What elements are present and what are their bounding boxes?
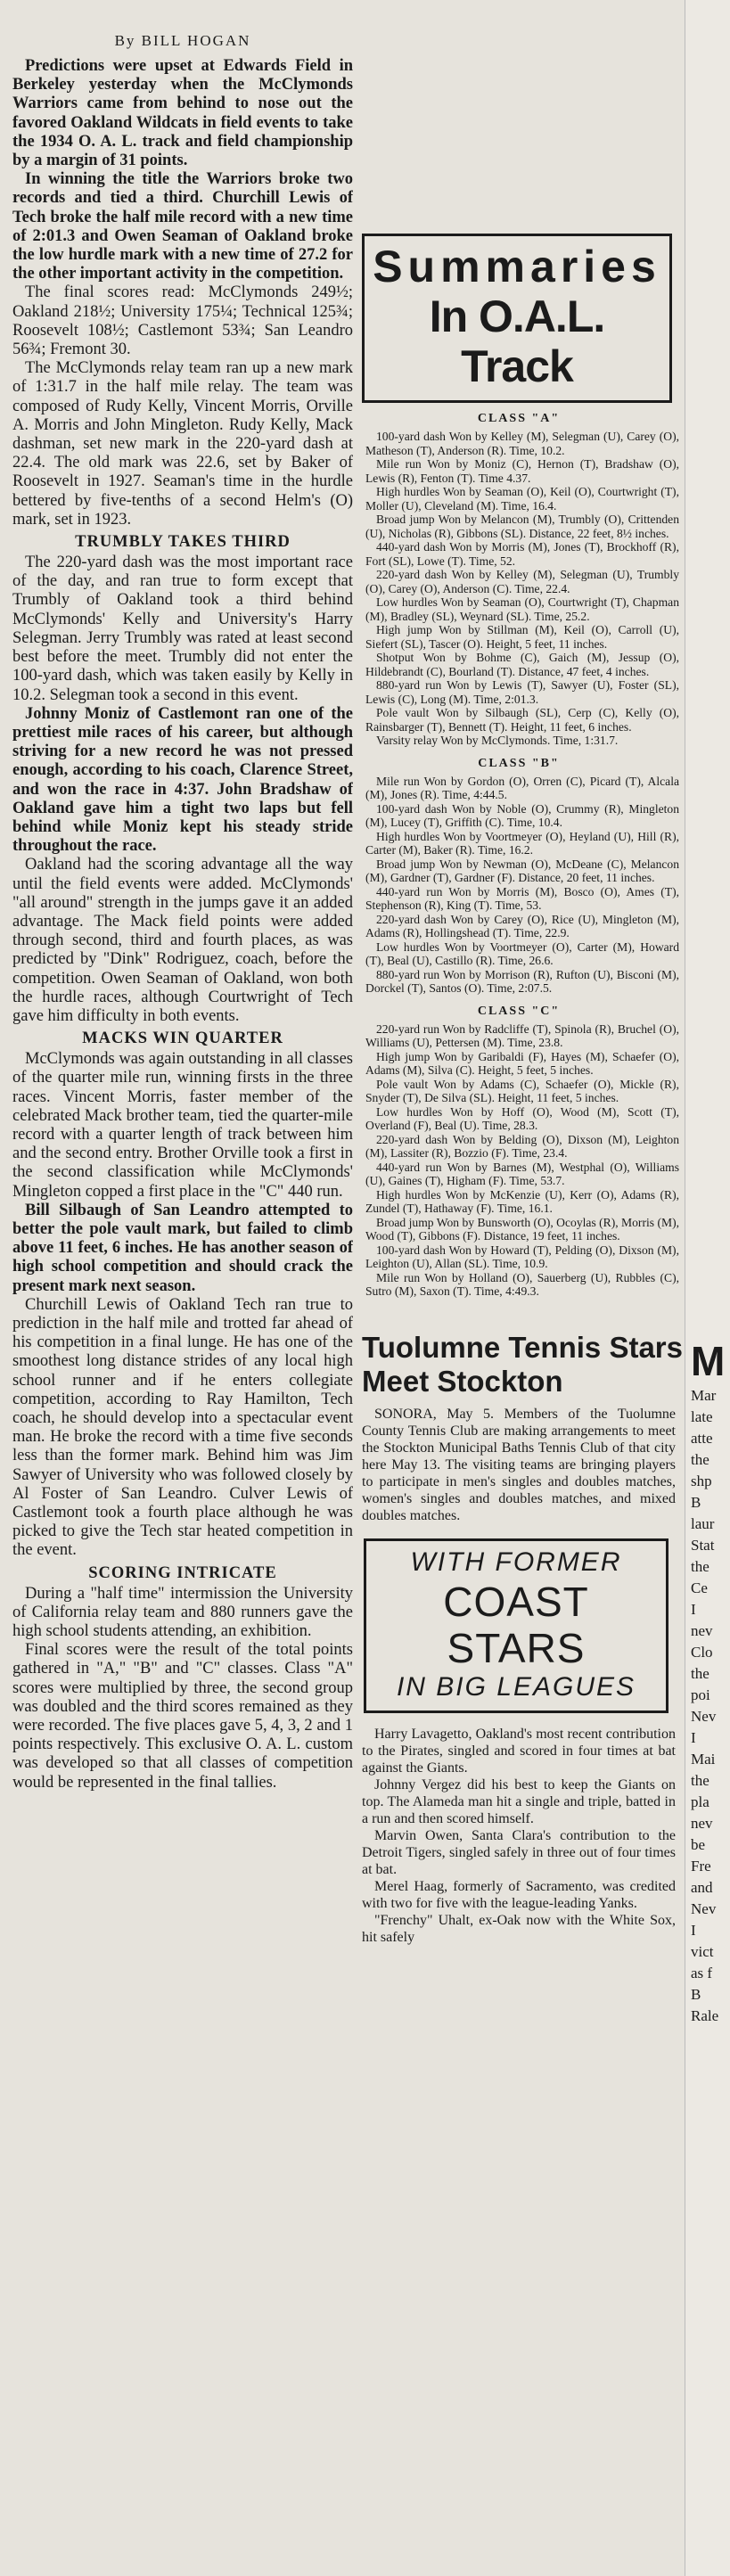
byline: By BILL HOGAN: [114, 32, 251, 49]
result-entry: Broad jump Won by Bunsworth (O), Ocoylas (R), Morris (M), Wood (T), Gibbons (F). Distance, 19 feet, 11 inches.: [365, 1215, 679, 1243]
coast-headline-line1: WITH FORMER: [410, 1546, 622, 1577]
result-entry: Mile run Won by Gordon (O), Orren (C), Picard (T), Alcala (M), Jones (R). Time, 4:44.5.: [365, 774, 679, 801]
adjacent-line-fragment: and: [691, 1879, 713, 1896]
summaries-headline-line1: Summaries: [373, 242, 661, 291]
adjacent-line-fragment: Mai: [691, 1751, 716, 1768]
adjacent-line-fragment: the: [691, 1772, 709, 1789]
result-entry: High jump Won by Stillman (M), Keil (O), Carroll (U), Siefert (SL), Tascer (O). Height, 5 feet, 11 inches.: [365, 623, 679, 651]
main-article-column: [12, 0, 353, 1793]
result-entry: Low hurdles Won by Hoff (O), Wood (M), Scott (T), Overland (F), Beal (U). Time, 28.3.: [365, 1104, 679, 1132]
adjacent-line-fragment: Stat: [691, 1537, 715, 1554]
class-a-heading: CLASS "A": [477, 412, 561, 425]
adjacent-line-fragment: I: [691, 1729, 696, 1746]
coast-paragraph: Merel Haag, formerly of Sacramento, was credited with two for five with the league-leading Yanks.: [362, 1878, 676, 1911]
result-entry: High hurdles Won by Seaman (O), Keil (O), Courtwright (T), Moller (U), Cleveland (M). Time, 16.4.: [365, 485, 679, 513]
result-entry: Pole vault Won by Silbaugh (SL), Cerp (C), Kelly (O), Rainsbarger (T), Bennett (T). Height, 11 feet, 6 inches.: [365, 706, 679, 734]
result-entry: Low hurdles Won by Seaman (O), Courtwright (T), Chapman (M), Bradley (SL), Weynard (SL). Time, 25.2.: [365, 595, 679, 623]
adjacent-line-fragment: B: [691, 1986, 701, 2003]
lead-paragraphs: [12, 57, 353, 283]
result-entry: 220-yard run Won by Radcliffe (T), Spinola (R), Bruchel (O), Williams (U), Pettersen (M). Time, 23.8.: [365, 1021, 679, 1049]
adjacent-line-fragment: nev: [691, 1622, 713, 1639]
class-a-results: [353, 430, 685, 748]
adjacent-line-fragment: poi: [691, 1686, 710, 1703]
result-entry: Mile run Won by Moniz (C), Hernon (T), Bradshaw (O), Lewis (R), Fenton (T). Time 4.37.: [365, 457, 679, 485]
summaries-headline-box: [362, 234, 672, 403]
result-entry: 100-yard dash Won by Noble (O), Crummy (R), Mingleton (M), Lucey (T), Griffith (C). Time, 10.4.: [365, 801, 679, 829]
tennis-paragraph: SONORA, May 5. Members of the Tuolumne County Tennis Club are making arrangements to meet the Stockton Municipal Baths Tennis Club of that city here May 13. The visiting teams are bringing players to participate in men's singles and doubles matches, women's singles and doubles matches, and mixed doubles matches.: [362, 1406, 676, 1523]
result-entry: Broad jump Won by Newman (O), McDeane (C), Melancon (M), Gardner (T), Gardner (F). Distance, 20 feet, 11 inches.: [365, 857, 679, 884]
result-entry: Mile run Won by Holland (O), Sauerberg (U), Rubbles (C), Sutro (M), Saxon (T). Time, 4:49.3.: [365, 1270, 679, 1298]
adjacent-line-fragment: I: [691, 1601, 696, 1618]
result-entry: 220-yard dash Won by Belding (O), Dixson (M), Leighton (M), Lassiter (R), Bozzio (F). Time, 23.4.: [365, 1132, 679, 1160]
coast-stars-article: [353, 1726, 685, 1946]
class-b-heading: CLASS "B": [478, 756, 560, 770]
bold-paragraph: Bill Silbaugh of San Leandro attempted to better the pole vault mark, but failed to climb above 11 feet, 6 inches. He has another season of high school competition and should crack the present mark next season.: [12, 1201, 353, 1295]
class-c-heading: CLASS "C": [477, 1004, 561, 1018]
coast-headline-line3: IN BIG LEAGUES: [396, 1671, 636, 1702]
adjacent-line-fragment: Nev: [691, 1708, 717, 1725]
lead-paragraph: Predictions were upset at Edwards Field in Berkeley yesterday when the McClymonds Warriors came from behind to nose out the favored Oakland Wildcats in field events to take the 1934 O. A. L. track and field championship by a margin of 31 points.: [12, 57, 353, 170]
subhead: SCORING INTRICATE: [88, 1563, 277, 1582]
result-entry: Pole vault Won by Adams (C), Schaefer (O), Mickle (R), Snyder (T), De Silva (SL). Height, 11 feet, 5 inches.: [365, 1077, 679, 1104]
tennis-headline: Tuolumne Tennis Stars Meet Stockton: [362, 1330, 683, 1398]
adjacent-line-fragment: Ce: [691, 1579, 708, 1596]
coast-stars-headline-box: [364, 1538, 668, 1713]
subhead: TRUMBLY TAKES THIRD: [75, 533, 291, 552]
coast-headline-line2: COAST STARS: [443, 1578, 589, 1671]
article-paragraph: The McClymonds relay team ran up a new mark of 1:31.7 in the half mile relay. The team was composed of Rudy Kelly, Vincent Morris, Orville A. Morris and John Mingleton. Rudy Kelly, Mack dashman, set new mark in the 220-yard dash at 22.4. The old mark was 22.6, set by Baker of Roosevelt in 1927. Seaman's time in the hurdle bettered by five-tenths of a second Helm's (O) mark, set in 1923.: [12, 359, 353, 529]
article-paragraph: During a "half time" intermission the University of California relay team and 880 runners gave the high school students attending, an exhibition.: [12, 1584, 353, 1641]
article-paragraph: The 220-yard dash was the most important race of the day, and ran true to form except that Trumbly of Oakland took a third behind McClymonds' Kelly and University's Harry Selegman. Jerry Trumbly was rated at least second best before the meet. Trumbly did not enter the 100-yard dash, which was taken easily by Kelly in 10.2. Selegman took a second in this event.: [12, 554, 353, 704]
article-paragraph: McClymonds was again outstanding in all classes of the quarter mile run, winning firsts in the three races. Vincent Morris, faster member of the celebrated Mack brother team, tied the quarter-mile record with a quarter length of track between him and the second entry. Brother Orville took a first in the second classification while McClymonds' Mingleton copped a first place in the "C" 440 run.: [12, 1050, 353, 1201]
adjacent-line-fragment: the: [691, 1665, 709, 1682]
adjacent-line-fragment: B: [691, 1494, 701, 1511]
result-entry: Low hurdles Won by Voortmeyer (O), Carter (M), Howard (T), Beal (U), Castillo (R). Time, 26.6.: [365, 939, 679, 967]
adjacent-line-fragment: Clo: [691, 1644, 713, 1661]
coast-paragraph: "Frenchy" Uhalt, ex-Oak now with the White Sox, hit safely: [362, 1912, 676, 1945]
adjacent-line-fragment: Rale: [691, 2007, 719, 2024]
adjacent-line-fragment: nev: [691, 1815, 713, 1832]
summaries-column: [353, 0, 685, 1946]
adjacent-line-fragment: as f: [691, 1965, 713, 1981]
coast-paragraph: Harry Lavagetto, Oakland's most recent contribution to the Pirates, singled and scored in four times at bat against the Giants.: [362, 1726, 676, 1776]
article-paragraph: The final scores read: McClymonds 249½; Oakland 218½; University 175¼; Technical 125¾; Roosevelt 108½; Castlemont 53¾; San Leandro 56¾; Fremont 30.: [12, 283, 353, 359]
lead-paragraph: In winning the title the Warriors broke two records and tied a third. Churchill Lewis of Tech broke the half mile record with a new time of 2:01.3 and Owen Seaman of Oakland broke the low hurdle mark with a new time of 27.2 for the other important activity in the competition.: [12, 170, 353, 283]
adjacent-column-fragment: [685, 0, 730, 2576]
class-b-results: [353, 775, 685, 996]
adjacent-line-fragment: atte: [691, 1430, 713, 1447]
result-entry: Shotput Won by Bohme (C), Gaich (M), Jessup (O), Hildebrandt (C), Bourland (T). Distance, 47 feet, 4 inches.: [365, 651, 679, 678]
coast-paragraph: Marvin Owen, Santa Clara's contribution to the Detroit Tigers, singled safely in three out of four times at bat.: [362, 1827, 676, 1877]
adjacent-line-fragment: Nev: [691, 1900, 717, 1917]
result-entry: 880-yard run Won by Morrison (R), Rufton (U), Bisconi (M), Dorckel (T), Santos (O). Time, 2:07.5.: [365, 967, 679, 995]
result-entry: High jump Won by Garibaldi (F), Hayes (M), Schaefer (O), Adams (M), Silva (C). Height, 5 feet, 5 inches.: [365, 1049, 679, 1077]
coast-paragraph: Johnny Vergez did his best to keep the Giants on top. The Alameda man hit a single and triple, batted in a run and then scored himself.: [362, 1776, 676, 1826]
result-entry: Varsity relay Won by McClymonds. Time, 1:31.7.: [376, 734, 619, 747]
subhead: MACKS WIN QUARTER: [82, 1030, 283, 1048]
adjacent-line-fragment: Mar: [691, 1387, 717, 1404]
adjacent-line-fragment: late: [691, 1408, 713, 1425]
article-paragraph: Churchill Lewis of Oakland Tech ran true to prediction in the half mile and trotted far ahead of his competition in a final lunge. He has one of the smoothest long distance strides of any local high school runner and if he enters collegiate competition, according to Ray Hamilton, Tech coach, he should develop into a spectacular event man. He broke the record with a time five seconds less than the former mark. Behind him was Jim Sawyer of University who was followed closely by Al Foster of San Leandro. Culver Lewis of Castlemont took a fourth place although he was picked to give the Tech star heated competition in the event.: [12, 1295, 353, 1560]
result-entry: Broad jump Won by Melancon (M), Trumbly (O), Crittenden (U), Nicholas (R), Gibbons (SL). Distance, 22 feet, 8½ inches.: [365, 513, 679, 540]
result-entry: High hurdles Won by Voortmeyer (O), Heyland (U), Hill (R), Carter (M), Baker (R). Time, 16.2.: [365, 829, 679, 857]
result-entry: 440-yard run Won by Morris (M), Bosco (O), Ames (T), Stephenson (R), King (T). Time, 53.: [365, 884, 679, 912]
result-entry: 100-yard dash Won by Howard (T), Pelding (O), Dixson (M), Leighton (U), Allan (SL). Time, 10.9.: [365, 1243, 679, 1270]
adjacent-line-fragment: be: [691, 1836, 706, 1853]
adjacent-headline-fragment: M: [691, 1338, 726, 1384]
result-entry: 880-yard run Won by Lewis (T), Sawyer (U), Foster (SL), Lewis (C), Long (M). Time, 2:01.3.: [365, 678, 679, 706]
adjacent-line-fragment: Fre: [691, 1858, 711, 1875]
article-paragraph: Oakland had the scoring advantage all the way until the field events were added. McClymonds' "all around" strength in the jumps gave it an added advantage. The Mack field points were added through second, third and fourth places, as was predicted by "Dink" Rodriguez, coach, before the competition. Owen Seaman of Oakland, won both the hurdle races, although Courtwright of Tech gave him difficulty in both events.: [12, 856, 353, 1025]
adjacent-text-fragments: [691, 1385, 730, 2027]
adjacent-line-fragment: laur: [691, 1515, 715, 1532]
result-entry: 220-yard dash Won by Kelley (M), Selegman (U), Trumbly (O), Carey (O), Anderson (C). Time, 22.4.: [365, 568, 679, 595]
adjacent-line-fragment: I: [691, 1922, 696, 1939]
adjacent-line-fragment: pla: [691, 1793, 709, 1810]
adjacent-line-fragment: vict: [691, 1943, 714, 1960]
adjacent-line-fragment: the: [691, 1558, 709, 1575]
summaries-headline-line2: In O.A.L. Track: [429, 291, 605, 391]
bold-paragraph: Johnny Moniz of Castlemont ran one of the prettiest mile races of his career, but although striving for a new record he was not pressed enough, according to his coach, Clarence Street, and won the race in 4:37. John Bradshaw of Oakland gave him a tight two laps but fell behind while Moniz kept his steady stride throughout the race.: [12, 704, 353, 856]
result-entry: High hurdles Won by McKenzie (U), Kerr (O), Adams (R), Zundel (T), Hathaway (F). Time, 16.1.: [365, 1187, 679, 1215]
class-c-results: [353, 1022, 685, 1299]
adjacent-line-fragment: shp: [691, 1473, 712, 1489]
result-entry: 440-yard run Won by Barnes (M), Westphal (O), Williams (U), Gaines (T), Higham (F). Time, 53.7.: [365, 1160, 679, 1187]
result-entry: 220-yard dash Won by Carey (O), Rice (U), Mingleton (M), Adams (R), Hollingshead (T). Time, 22.9.: [365, 912, 679, 939]
result-entry: 100-yard dash Won by Kelley (M), Selegman (U), Carey (O), Matheson (T), Anderson (R). Time, 10.2.: [365, 430, 679, 457]
adjacent-line-fragment: the: [691, 1451, 709, 1468]
result-entry: 440-yard dash Won by Morris (M), Jones (T), Brockhoff (R), Fort (SL), Lowe (T). Time, 52.: [365, 540, 679, 568]
article-paragraph: Final scores were the result of the total points gathered in "A," "B" and "C" classes. Class "A" scores were multiplied by three, the second group was doubled and the third scores remained as they were recorded. The five places gave 5, 4, 3, 2 and 1 points respectively. This exclusive O. A. L. custom was developed so that all classes of competition would be represented in the final tallies.: [12, 1641, 353, 1792]
